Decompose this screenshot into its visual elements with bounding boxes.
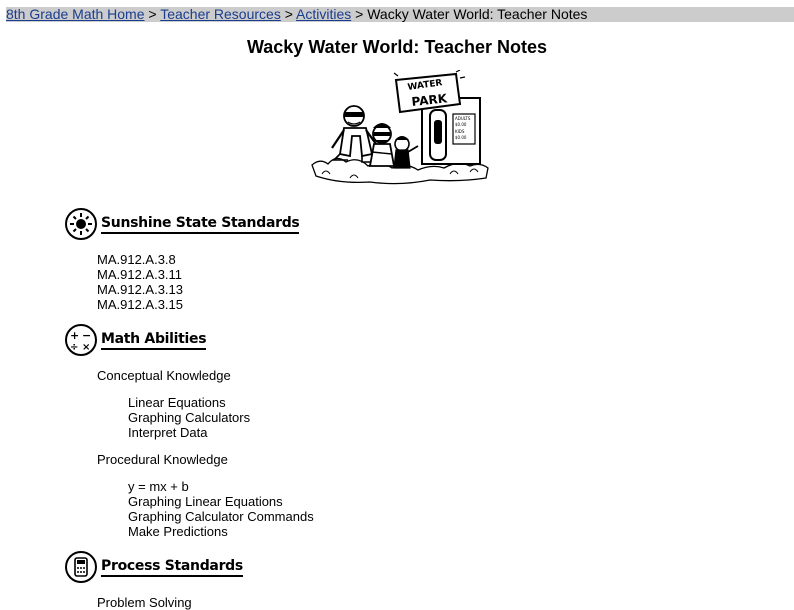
breadcrumb-current: Wacky Water World: Teacher Notes (367, 6, 588, 22)
procedural-knowledge-label (97, 452, 228, 467)
list-item: Make Predictions (128, 524, 228, 539)
conceptual-knowledge-label (97, 368, 231, 383)
list-heading: Conceptual Knowledge (97, 368, 231, 383)
svg-text:÷: ÷ (70, 342, 79, 353)
list-item: Graphing Calculator Commands (128, 509, 314, 524)
list-item: Graphing Linear Equations (128, 494, 283, 509)
list-item: MA.912.A.3.8 (97, 252, 176, 267)
breadcrumb-link-teacher-resources[interactable]: Teacher Resources (160, 6, 281, 22)
section-title-process-standards: Process Standards (101, 558, 243, 577)
breadcrumb-separator: > (144, 6, 161, 22)
svg-text:−: − (82, 329, 92, 342)
price-board-kids: KIDS (455, 129, 465, 134)
sun-icon (65, 208, 97, 240)
list-item: y = mx + b (128, 479, 189, 494)
breadcrumb-link-home[interactable]: 8th Grade Math Home (6, 6, 145, 22)
page-title: Wacky Water World: Teacher Notes (246, 37, 548, 57)
breadcrumb (6, 7, 794, 22)
list-item: MA.912.A.3.11 (97, 267, 183, 282)
sign-text-park: PARK (410, 91, 448, 109)
price-board-kids-price: $0.00 (455, 135, 467, 140)
list-item: MA.912.A.3.13 (97, 282, 183, 297)
process-icon (65, 551, 97, 583)
process-standards-list (97, 595, 192, 610)
water-park-illustration (310, 70, 490, 198)
conceptual-knowledge-list (128, 395, 250, 440)
price-board-adults-price: $0.00 (455, 122, 467, 127)
math-operators-icon (65, 324, 97, 356)
price-board-adults: ADULTS (455, 116, 471, 121)
breadcrumb-link-activities[interactable]: Activities (296, 6, 352, 22)
breadcrumb-separator: > (280, 6, 297, 22)
list-item: Graphing Calculators (128, 410, 251, 425)
list-item: Interpret Data (128, 425, 208, 440)
list-item: Problem Solving (97, 595, 192, 610)
section-header-sunshine-standards (65, 207, 299, 241)
list-item: MA.912.A.3.15 (97, 297, 183, 312)
section-header-process-standards (65, 550, 243, 584)
procedural-knowledge-list (128, 479, 314, 539)
section-title-math-abilities: Math Abilities (101, 331, 206, 350)
svg-text:+: + (70, 329, 80, 342)
section-header-math-abilities (65, 323, 206, 357)
list-heading: Procedural Knowledge (97, 452, 228, 467)
list-item: Linear Equations (128, 395, 226, 410)
breadcrumb-separator: > (351, 6, 368, 22)
svg-text:×: × (82, 342, 91, 353)
sign-text-water: WATER (407, 78, 444, 93)
water-park-illustration-svg (310, 70, 490, 198)
section-title-sunshine-standards: Sunshine State Standards (101, 215, 299, 234)
sunshine-standards-list (97, 252, 183, 312)
